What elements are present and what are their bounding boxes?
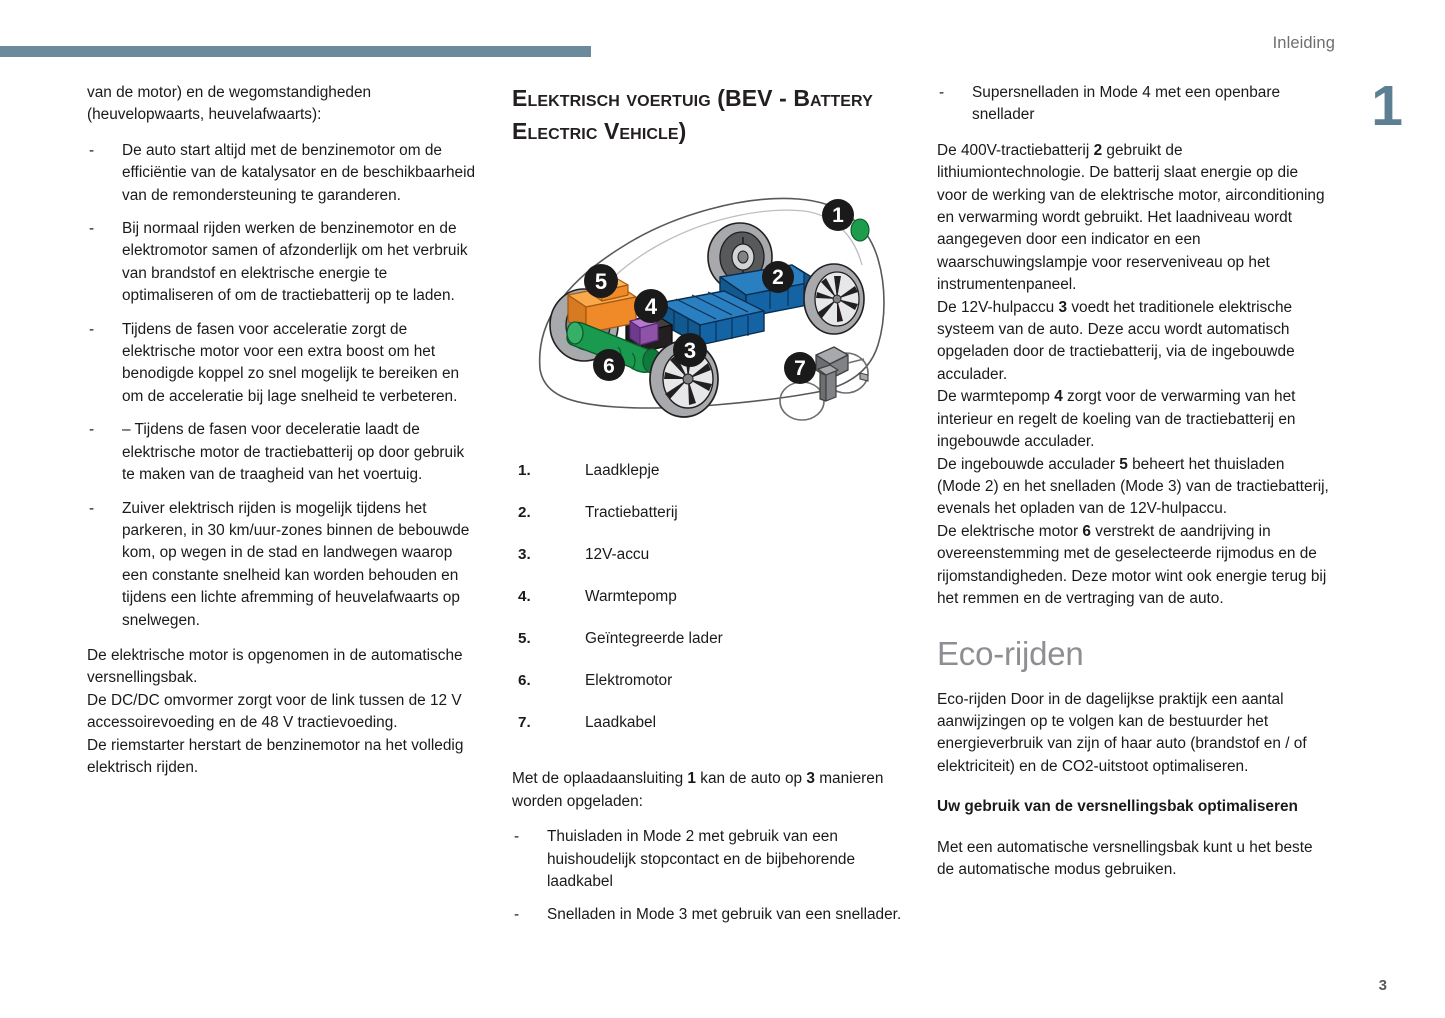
list-item xyxy=(87,218,479,308)
charging-intro-ref-1: 1 xyxy=(687,770,696,788)
section-heading-eco-rijden: Eco-rijden xyxy=(937,635,1084,673)
dash-bullet-icon: - xyxy=(89,499,95,517)
legend-number: 1. xyxy=(518,462,531,480)
charging-modes-continued-list xyxy=(937,82,1332,127)
dash-bullet-icon: - xyxy=(89,220,95,238)
callout-marker-2 xyxy=(762,261,794,293)
svg-text:4: 4 xyxy=(644,294,658,320)
callout-marker-1 xyxy=(822,199,854,231)
dash-bullet-icon: - xyxy=(89,421,95,439)
legend-label: Geïntegreerde lader xyxy=(585,630,723,648)
list-item xyxy=(512,461,904,481)
para2-part-c: voedt het traditionele elektrische systeem van de auto. Deze accu wordt automatisch opgeladen door de tractiebatterij, via de ingebouwde acculader. xyxy=(937,298,1295,383)
para3-ref: 4 xyxy=(1054,388,1063,406)
para1-ref: 2 xyxy=(1093,141,1103,159)
chapter-label: Inleiding xyxy=(1272,34,1335,52)
callout-marker-6 xyxy=(593,349,625,381)
charging-intro-ref-3: 3 xyxy=(806,770,815,788)
list-item-label: Tijdens de fasen voor acceleratie zorgt de elektrische motor voor een extra boost om het benodigde koppel zo snel mogelijk te bereiken en om de acceleratie bij lage snelheid te verbeteren. xyxy=(122,320,460,405)
legend-label: Warmtepomp xyxy=(585,588,677,606)
para2-ref: 3 xyxy=(1058,298,1068,316)
para4-part-a: De ingebouwde acculader xyxy=(937,455,1120,473)
intro-paragraph: van de motor) en de wegomstandigheden (heuvelopwaarts, heuvelafwaarts): xyxy=(87,84,372,124)
wheel-rear-right xyxy=(804,264,864,334)
legend-number: 5. xyxy=(518,630,531,648)
svg-text:7: 7 xyxy=(794,357,806,381)
list-item xyxy=(87,319,479,409)
callout-marker-5 xyxy=(584,264,618,298)
list-item xyxy=(512,713,904,733)
list-item-label: Zuiver elektrisch rijden is mogelijk tijdens het parkeren, in 30 km/uur-zones binnen de bebouwde kom, op wegen in de stad en landwegen waarop een constante snelheid kan worden behouden en tijdens een lichte afremming of heuvelafwaarts op snelwegen. xyxy=(122,499,470,629)
chapter-number: 1 xyxy=(1371,74,1403,138)
list-item-label: Thuisladen in Mode 2 met gebruik van een huishoudelijk stopcontact en de bijbehorende laadkabel xyxy=(547,828,856,891)
legend-label: Laadklepje xyxy=(585,462,660,480)
electric-motor-paragraph xyxy=(937,521,1332,611)
charging-intro-paragraph xyxy=(512,768,904,813)
list-item xyxy=(512,629,904,649)
list-item xyxy=(87,419,479,486)
charging-intro-part-c: kan de auto op xyxy=(695,770,807,788)
legend-number: 2. xyxy=(518,504,531,522)
svg-text:1: 1 xyxy=(832,204,844,228)
traction-battery-paragraph xyxy=(937,140,1332,297)
callout-marker-4 xyxy=(634,289,668,323)
list-item-label: Bij normaal rijden werken de benzinemotor en de elektromotor samen of afzonderlijk om het verbruik van brandstof en elektrische energie te optimaliseren of om de tractiebatterij op te laden. xyxy=(122,220,468,305)
para2-part-a: De 12V-hulpaccu xyxy=(937,298,1059,316)
page-number: 3 xyxy=(1378,977,1387,994)
dash-bullet-icon: - xyxy=(939,84,945,101)
column-one xyxy=(87,82,479,779)
integrated-charger-paragraph xyxy=(937,454,1332,521)
battery-12v-paragraph xyxy=(937,297,1332,387)
charging-intro-part-a: Met de oplaadaansluiting xyxy=(512,770,688,788)
list-item-label: Snelladen in Mode 3 met gebruik van een snellader. xyxy=(547,906,902,924)
list-item-label: Supersnelladen in Mode 4 met een openbare snellader xyxy=(972,84,1281,124)
svg-text:5: 5 xyxy=(594,269,608,295)
list-item xyxy=(512,826,904,893)
closing-paragraph-1: De elektrische motor is opgenomen in de automatische versnellingsbak. xyxy=(87,646,463,687)
closing-paragraph-2: De DC/DC omvormer zorgt voor de link tussen de 12 V accessoirevoeding en de 48 V tractievoeding. xyxy=(87,691,462,732)
callout-marker-7 xyxy=(784,352,816,384)
header-accent-bar xyxy=(0,46,591,57)
svg-text:6: 6 xyxy=(603,355,615,379)
eco-intro-paragraph: Eco-rijden Door in de dagelijkse praktijk een aantal aanwijzingen op te volgen kan de bestuurder het energieverbruik van zijn of haar auto (brandstof en / of elektriciteit) en de CO2-uitstoot optimaliseren. xyxy=(937,690,1307,775)
dash-bullet-icon: - xyxy=(514,906,520,924)
para5-part-a: De elektrische motor xyxy=(937,522,1083,540)
list-item-label: – Tijdens de fasen voor deceleratie laadt de elektrische motor de tractiebatterij op door gebruik te maken van de traagheid van het voertuig. xyxy=(122,421,465,484)
charge-flap-indicator xyxy=(851,219,869,241)
charging-modes-list xyxy=(512,826,904,927)
dash-bullet-icon: - xyxy=(514,828,520,846)
list-item xyxy=(87,140,479,207)
heat-pump-paragraph xyxy=(937,386,1332,453)
component-legend-list xyxy=(512,461,904,733)
para3-part-a: De warmtepomp xyxy=(937,388,1055,406)
legend-label: Laadkabel xyxy=(585,714,657,732)
svg-text:2: 2 xyxy=(772,266,784,290)
eco-body-paragraph: Met een automatische versnellingsbak kunt u het beste de automatische modus gebruiken. xyxy=(937,838,1313,879)
list-item xyxy=(512,545,904,565)
para5-ref: 6 xyxy=(1082,522,1091,540)
para5-part-c: verstrekt de aandrijving in overeenstemming met de geselecteerde rijmodus en de rijomstandigheden. Deze motor wint ook energie terug bij het remmen en de vertraging van de auto. xyxy=(937,522,1327,607)
list-item xyxy=(512,503,904,523)
svg-text:3: 3 xyxy=(683,338,697,364)
bev-vehicle-cutaway-diagram xyxy=(512,173,904,461)
list-item xyxy=(512,671,904,691)
charging-intro-part-e: manieren worden opgeladen: xyxy=(512,770,884,810)
hybrid-behaviour-list xyxy=(87,140,479,632)
callout-marker-3 xyxy=(673,333,707,367)
list-item xyxy=(937,82,1332,127)
legend-number: 4. xyxy=(518,588,531,606)
list-item xyxy=(87,498,479,632)
list-item xyxy=(512,904,904,926)
list-item xyxy=(512,587,904,607)
legend-number: 6. xyxy=(518,672,531,690)
legend-label: 12V-accu xyxy=(585,546,650,564)
column-two xyxy=(512,82,904,927)
list-item-label: De auto start altijd met de benzinemotor om de efficiëntie van de katalysator en de beschikbaarheid van de remondersteuning te garanderen. xyxy=(122,141,476,204)
legend-label: Tractiebatterij xyxy=(585,504,678,522)
para1-part-c: gebruikt de lithiumiontechnologie. De batterij slaat energie op die voor de werking van de elektrische motor, airconditioning en verwarming wordt gebruikt. Het laadniveau wordt aangegeven door een indicator en een waarschuwingslampje voor reserveniveau op het instrumentenpaneel. xyxy=(937,141,1325,294)
section-heading-bev: Elektrisch voertuig (BEV - Battery Electric Vehicle) xyxy=(512,85,873,144)
closing-paragraph-3: De riemstarter herstart de benzinemotor na het volledig elektrisch rijden. xyxy=(87,736,464,776)
dash-bullet-icon: - xyxy=(89,141,95,159)
para3-part-c: zorgt voor de verwarming van het interieur en regelt de koeling van de tractiebatterij en ingebouwde acculader. xyxy=(937,388,1296,451)
para4-part-c: beheert het thuisladen (Mode 2) en het snelladen (Mode 3) van de tractiebatterij, evenals het opladen van de 12V-hulpaccu. xyxy=(937,455,1329,518)
legend-number: 3. xyxy=(518,546,531,564)
para4-ref: 5 xyxy=(1119,455,1128,473)
legend-label: Elektromotor xyxy=(585,672,673,690)
column-three xyxy=(937,82,1332,881)
dash-bullet-icon: - xyxy=(89,320,95,338)
eco-subheading: Uw gebruik van de versnellingsbak optimaliseren xyxy=(937,798,1298,816)
para1-part-a: De 400V-tractiebatterij xyxy=(937,141,1094,159)
legend-number: 7. xyxy=(518,714,531,732)
